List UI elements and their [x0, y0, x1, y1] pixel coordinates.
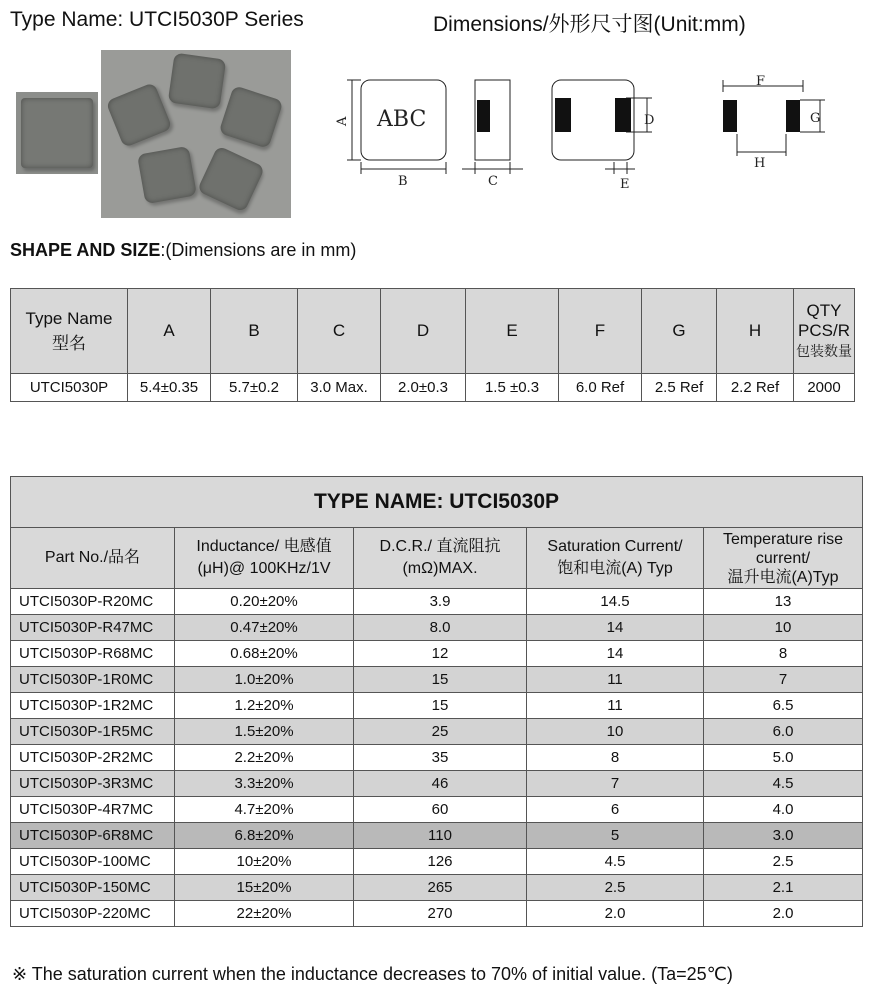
dim-label-c: C	[488, 174, 498, 189]
size-header-qty: QTY PCS/R 包装数量	[794, 289, 855, 374]
product-photo-group	[101, 50, 291, 218]
cell-inductance: 1.2±20%	[175, 693, 354, 719]
shape-size-heading	[10, 240, 356, 261]
size-value-h: 2.2 Ref	[717, 374, 794, 402]
size-value-g: 2.5 Ref	[642, 374, 717, 402]
cell-temperature-rise-current: 2.5	[704, 849, 863, 875]
table-row	[11, 875, 863, 901]
header-saturation-current: Saturation Current/ 饱和电流(A) Typ	[527, 528, 704, 589]
cell-saturation-current: 7	[527, 771, 704, 797]
cell-temperature-rise-current: 2.0	[704, 901, 863, 927]
cell-inductance: 0.68±20%	[175, 641, 354, 667]
cell-saturation-current: 8	[527, 745, 704, 771]
cell-part-no: UTCI5030P-3R3MC	[11, 771, 175, 797]
table-row	[11, 849, 863, 875]
size-value-c: 3.0 Max.	[298, 374, 381, 402]
type-name-title: Type Name: UTCI5030P Series	[10, 8, 304, 31]
size-value-d: 2.0±0.3	[381, 374, 466, 402]
size-table-header-row	[11, 289, 855, 374]
spec-table-title: TYPE NAME: UTCI5030P	[11, 477, 863, 528]
cell-part-no: UTCI5030P-R47MC	[11, 615, 175, 641]
table-row	[11, 797, 863, 823]
header-temperature-rise-current: Temperature rise current/ 温升电流(A)Typ	[704, 528, 863, 589]
land-pad-left	[723, 100, 737, 132]
part-marking: ABC	[377, 107, 427, 132]
size-header-d: D	[381, 289, 466, 374]
table-row	[11, 615, 863, 641]
cell-saturation-current: 2.5	[527, 875, 704, 901]
dimensions-title: Dimensions/外形尺寸图(Unit:mm)	[433, 13, 746, 36]
size-header-a: A	[128, 289, 211, 374]
cell-temperature-rise-current: 6.5	[704, 693, 863, 719]
shape-size-table	[10, 288, 855, 402]
cell-inductance: 2.2±20%	[175, 745, 354, 771]
size-value-a: 5.4±0.35	[128, 374, 211, 402]
electrical-spec-table	[10, 476, 863, 927]
cell-inductance: 3.3±20%	[175, 771, 354, 797]
cell-temperature-rise-current: 10	[704, 615, 863, 641]
cell-saturation-current: 10	[527, 719, 704, 745]
cell-inductance: 0.47±20%	[175, 615, 354, 641]
size-header-e: E	[466, 289, 559, 374]
header-dcr: D.C.R./ 直流阻抗 (mΩ)MAX.	[354, 528, 527, 589]
size-header-type-name: Type Name 型名	[11, 289, 128, 374]
cell-dcr: 110	[354, 823, 527, 849]
shape-size-heading-note: :(Dimensions are in mm)	[160, 240, 357, 260]
cell-dcr: 3.9	[354, 589, 527, 615]
cell-part-no: UTCI5030P-150MC	[11, 875, 175, 901]
table-row	[11, 641, 863, 667]
cell-part-no: UTCI5030P-1R2MC	[11, 693, 175, 719]
dim-label-a: A	[335, 116, 350, 126]
inductor-chip-image	[219, 85, 284, 149]
saturation-footnote: ※ The saturation current when the inductance decreases to 70% of initial value. (Ta=25℃)	[12, 964, 733, 984]
cell-part-no: UTCI5030P-1R0MC	[11, 667, 175, 693]
header-part-no: Part No./品名	[11, 528, 175, 589]
cell-inductance: 4.7±20%	[175, 797, 354, 823]
cell-part-no: UTCI5030P-2R2MC	[11, 745, 175, 771]
cell-saturation-current: 14	[527, 641, 704, 667]
size-value-b: 5.7±0.2	[211, 374, 298, 402]
inductor-chip-image	[197, 145, 265, 212]
dim-label-e: E	[620, 177, 630, 192]
inductor-chip-image	[21, 98, 93, 168]
size-header-c: C	[298, 289, 381, 374]
inductor-chip-image	[106, 82, 173, 148]
cell-saturation-current: 14	[527, 615, 704, 641]
cell-saturation-current: 11	[527, 693, 704, 719]
dim-label-b: B	[398, 174, 408, 189]
cell-saturation-current: 11	[527, 667, 704, 693]
product-photo-single	[16, 92, 98, 174]
cell-part-no: UTCI5030P-R68MC	[11, 641, 175, 667]
dim-label-h: H	[754, 156, 766, 171]
size-header-f: F	[559, 289, 642, 374]
cell-part-no: UTCI5030P-R20MC	[11, 589, 175, 615]
table-row	[11, 719, 863, 745]
land-pad-right	[786, 100, 800, 132]
terminal-bottom-right	[615, 98, 631, 132]
inductor-chip-image	[168, 53, 226, 110]
cell-inductance: 15±20%	[175, 875, 354, 901]
cell-part-no: UTCI5030P-4R7MC	[11, 797, 175, 823]
cell-inductance: 6.8±20%	[175, 823, 354, 849]
cell-dcr: 8.0	[354, 615, 527, 641]
cell-dcr: 35	[354, 745, 527, 771]
cell-inductance: 10±20%	[175, 849, 354, 875]
cell-part-no: UTCI5030P-100MC	[11, 849, 175, 875]
cell-saturation-current: 14.5	[527, 589, 704, 615]
cell-saturation-current: 4.5	[527, 849, 704, 875]
cell-part-no: UTCI5030P-6R8MC	[11, 823, 175, 849]
spec-table-header-row	[11, 528, 863, 589]
dim-label-g: G	[810, 111, 821, 126]
table-row	[11, 589, 863, 615]
cell-inductance: 0.20±20%	[175, 589, 354, 615]
cell-inductance: 22±20%	[175, 901, 354, 927]
cell-temperature-rise-current: 3.0	[704, 823, 863, 849]
table-row	[11, 823, 863, 849]
cell-part-no: UTCI5030P-220MC	[11, 901, 175, 927]
dimension-drawing	[330, 70, 850, 200]
cell-temperature-rise-current: 6.0	[704, 719, 863, 745]
cell-dcr: 126	[354, 849, 527, 875]
cell-dcr: 25	[354, 719, 527, 745]
spec-table-title-row	[11, 477, 863, 528]
size-table-row	[11, 374, 855, 402]
size-header-b: B	[211, 289, 298, 374]
cell-temperature-rise-current: 7	[704, 667, 863, 693]
cell-saturation-current: 2.0	[527, 901, 704, 927]
cell-dcr: 12	[354, 641, 527, 667]
terminal-bottom-left	[555, 98, 571, 132]
dim-label-d: D	[644, 113, 655, 128]
cell-dcr: 46	[354, 771, 527, 797]
size-value-e: 1.5 ±0.3	[466, 374, 559, 402]
table-row	[11, 901, 863, 927]
size-value-f: 6.0 Ref	[559, 374, 642, 402]
cell-temperature-rise-current: 8	[704, 641, 863, 667]
cell-inductance: 1.5±20%	[175, 719, 354, 745]
cell-inductance: 1.0±20%	[175, 667, 354, 693]
cell-temperature-rise-current: 13	[704, 589, 863, 615]
table-row	[11, 771, 863, 797]
cell-saturation-current: 6	[527, 797, 704, 823]
shape-size-heading-bold: SHAPE AND SIZE	[10, 240, 161, 260]
cell-part-no: UTCI5030P-1R5MC	[11, 719, 175, 745]
table-row	[11, 667, 863, 693]
size-value-type-name: UTCI5030P	[11, 374, 128, 402]
cell-temperature-rise-current: 2.1	[704, 875, 863, 901]
cell-temperature-rise-current: 4.0	[704, 797, 863, 823]
cell-temperature-rise-current: 4.5	[704, 771, 863, 797]
cell-temperature-rise-current: 5.0	[704, 745, 863, 771]
inductor-chip-image	[137, 146, 197, 204]
cell-dcr: 265	[354, 875, 527, 901]
size-header-g: G	[642, 289, 717, 374]
cell-dcr: 270	[354, 901, 527, 927]
size-header-h: H	[717, 289, 794, 374]
terminal-side-left	[477, 100, 490, 132]
cell-dcr: 15	[354, 693, 527, 719]
cell-dcr: 60	[354, 797, 527, 823]
cell-dcr: 15	[354, 667, 527, 693]
cell-saturation-current: 5	[527, 823, 704, 849]
table-row	[11, 693, 863, 719]
size-value-qty: 2000	[794, 374, 855, 402]
header-inductance: Inductance/ 电感值 (μH)@ 100KHz/1V	[175, 528, 354, 589]
dim-label-f: F	[756, 74, 766, 89]
table-row	[11, 745, 863, 771]
